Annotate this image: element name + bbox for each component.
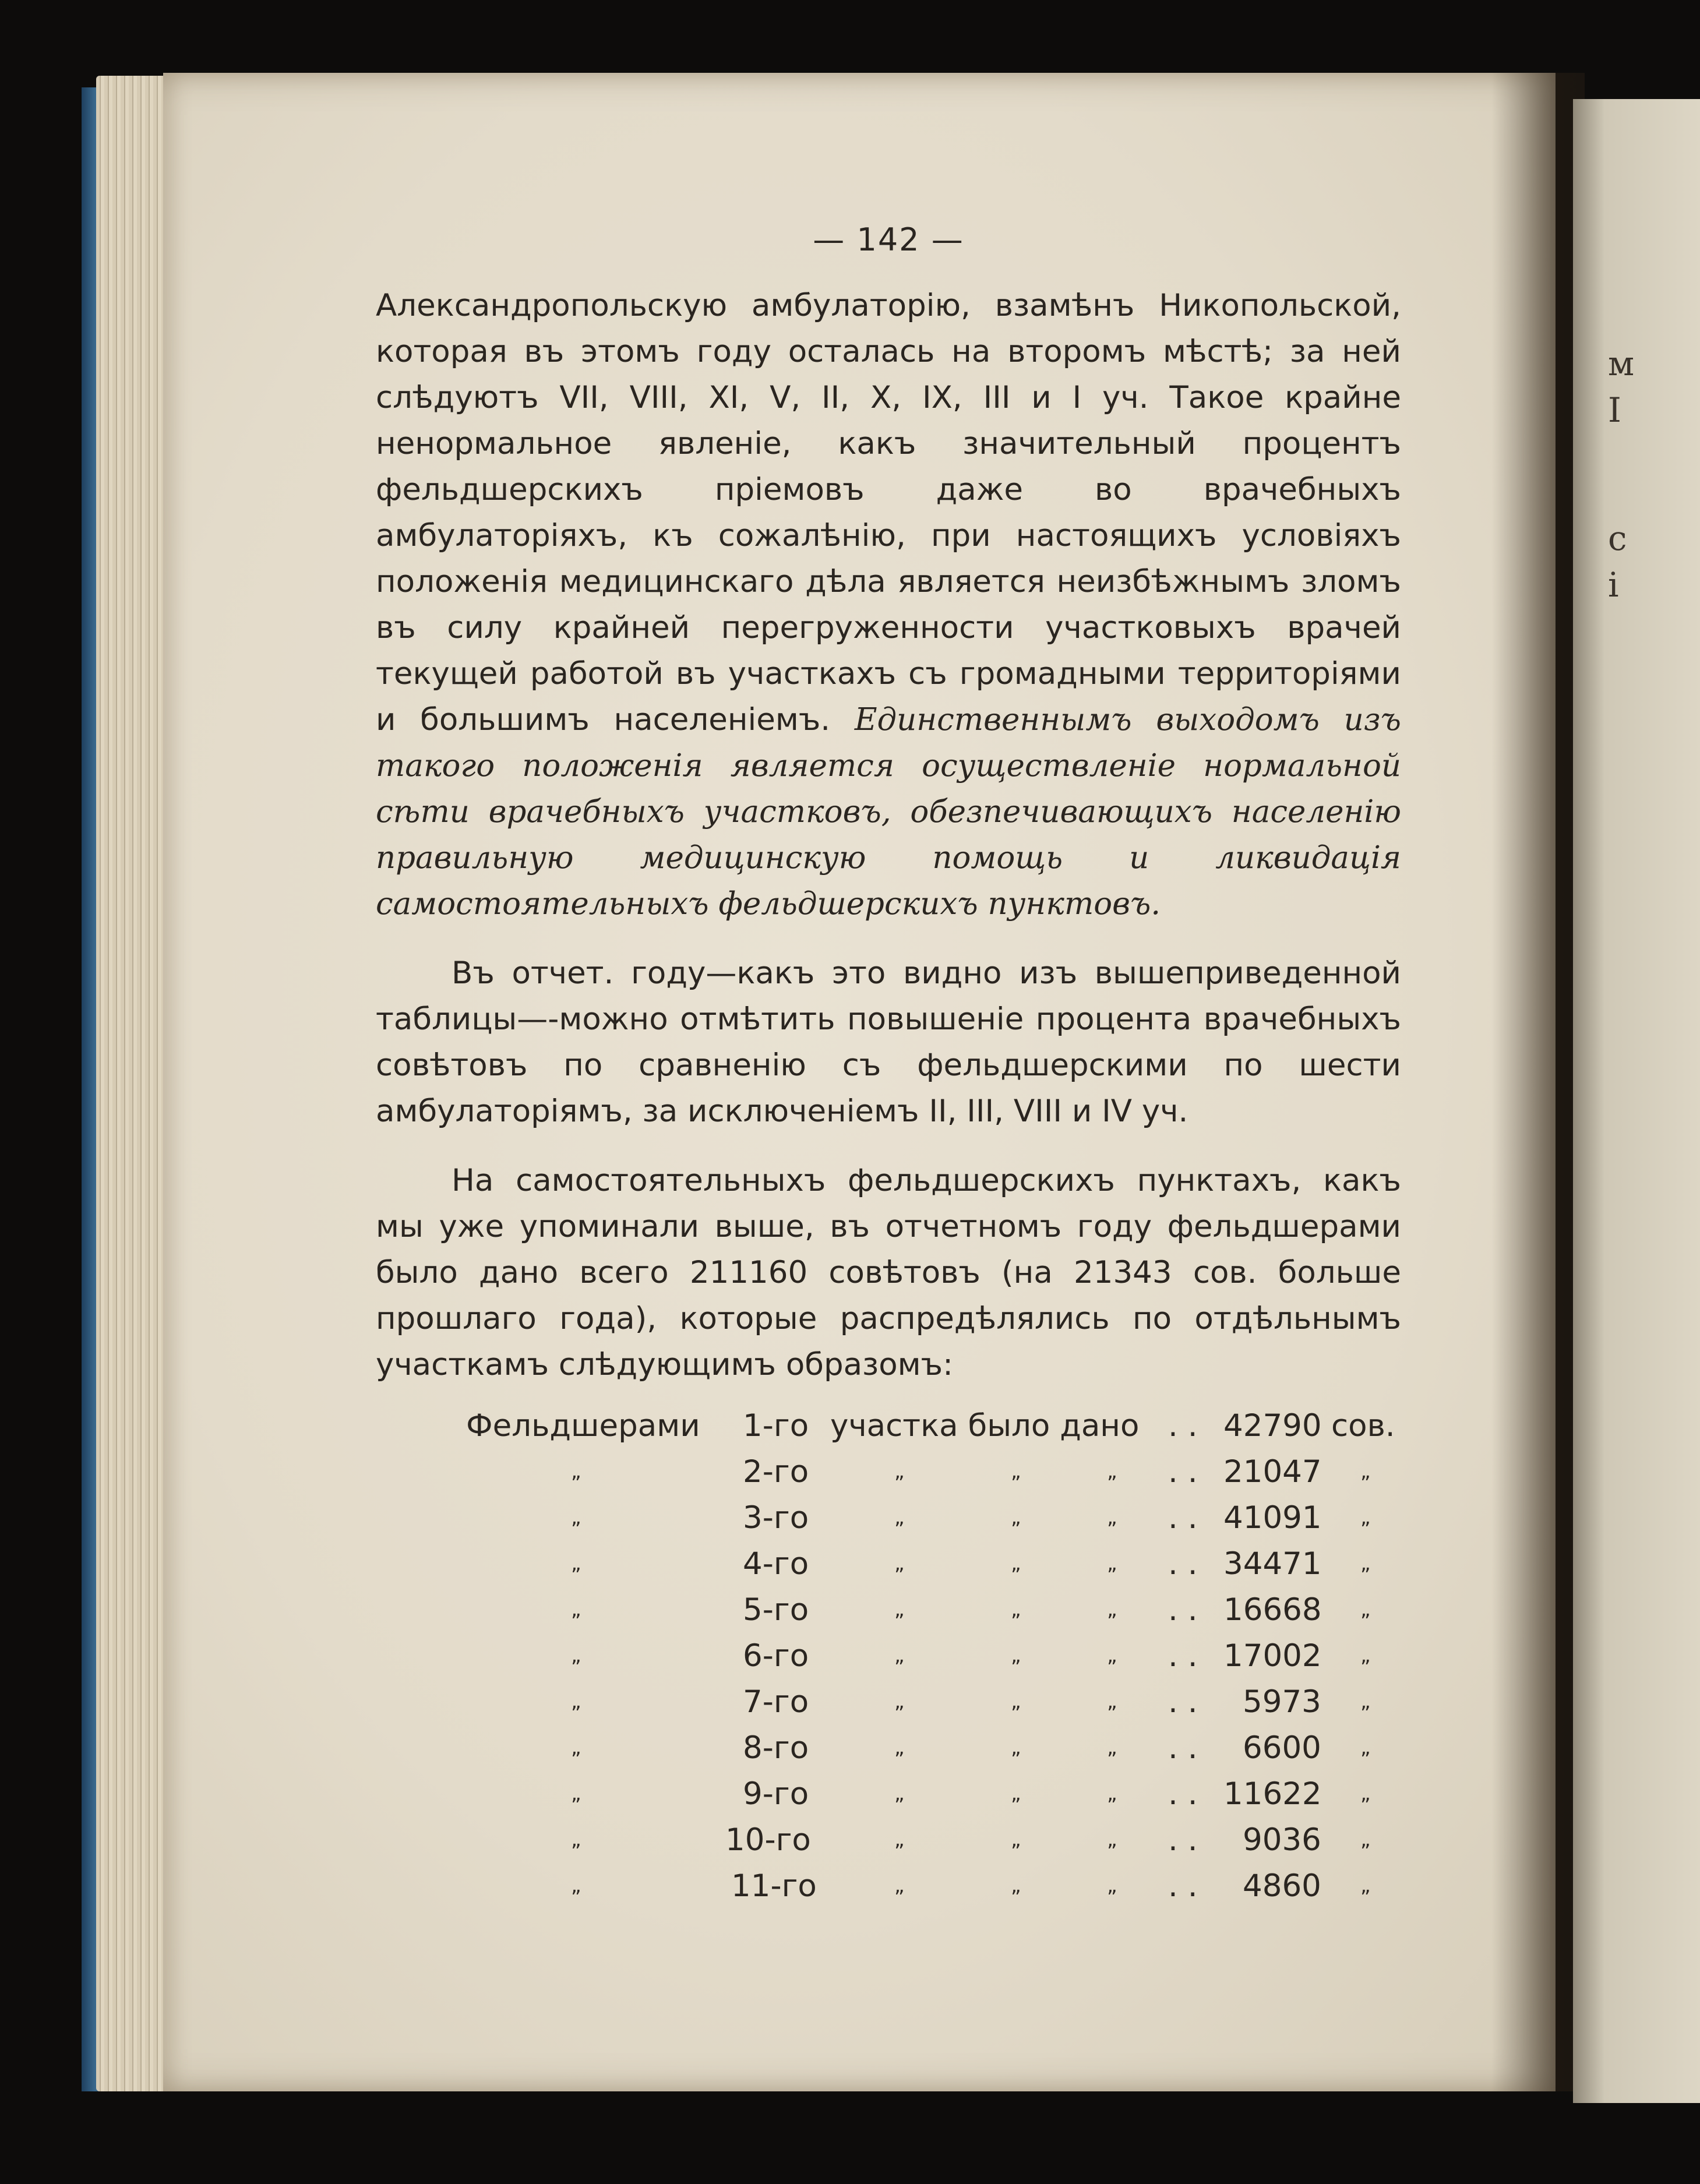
- ditto-mark: „: [1360, 1736, 1371, 1759]
- ditto-mark: „: [571, 1644, 581, 1667]
- row-value: 21047: [1223, 1454, 1322, 1490]
- ditto-mark: „: [1011, 1552, 1021, 1575]
- ditto-mark: „: [894, 1598, 905, 1621]
- row-value: 17002: [1223, 1638, 1322, 1674]
- adjacent-page-fragment: с: [1608, 518, 1627, 558]
- ditto-mark: „: [1360, 1552, 1371, 1575]
- ditto-mark: „: [1011, 1460, 1021, 1483]
- ditto-mark: „: [1360, 1782, 1371, 1805]
- ditto-mark: „: [1011, 1598, 1021, 1621]
- adjacent-page-fragment: I: [1608, 390, 1621, 430]
- row-ordinal: 6-го: [743, 1638, 809, 1674]
- row-dots: . .: [1168, 1638, 1198, 1674]
- row-ordinal: 9-го: [743, 1776, 809, 1812]
- ditto-mark: „: [1011, 1690, 1021, 1713]
- paragraph-1: [376, 283, 1401, 927]
- row-dots: . .: [1168, 1546, 1198, 1582]
- row-value: 9036: [1243, 1822, 1321, 1858]
- ditto-mark: „: [571, 1828, 581, 1851]
- ditto-mark: „: [1107, 1736, 1117, 1759]
- row-dots: . .: [1168, 1776, 1198, 1812]
- adjacent-page-fragment: і: [1608, 565, 1619, 605]
- row-value: 6600: [1243, 1730, 1321, 1766]
- table-row: [376, 1679, 1401, 1725]
- ditto-mark: „: [1360, 1460, 1371, 1483]
- ditto-mark: „: [571, 1736, 581, 1759]
- ditto-mark: „: [1107, 1460, 1117, 1483]
- table-row: [376, 1495, 1401, 1541]
- table-row: [376, 1817, 1401, 1863]
- row-dots: . .: [1168, 1684, 1198, 1720]
- ditto-mark: „: [894, 1828, 905, 1851]
- row-dots: . .: [1168, 1822, 1198, 1858]
- paragraph-2: Въ отчет. году—какъ это видно изъ вышеприведенной таблицы—-можно отмѣтить повышеніе процента врачебныхъ совѣтовъ по сравненію съ фельдшерскими по шести амбулаторіямъ, за исключеніемъ II, III, VIII и IV уч.: [376, 955, 1401, 1129]
- table-row: [376, 1587, 1401, 1633]
- row-dots: . .: [1168, 1592, 1198, 1628]
- ditto-mark: „: [1360, 1598, 1371, 1621]
- row-dots: . .: [1168, 1408, 1198, 1444]
- ditto-mark: „: [1107, 1782, 1117, 1805]
- paragraph-1-text: Александропольскую амбулаторію, взамѣнъ Никопольской, которая въ этомъ году осталась на второмъ мѣстѣ; за ней слѣдуютъ VII, VIII, XI, V, II, X, IX, III и I уч. Такое крайне ненормальное явленіе, какъ значительный процентъ фельдшерскихъ пріемовъ даже во врачебныхъ амбулаторіяхъ, къ сожалѣнію, при настоящихъ условіяхъ положенія медицинскаго дѣла является неизбѣжнымъ зломъ въ силу крайней перегруженности участковыхъ врачей текущей работой въ участкахъ съ громадными территоріями и большимъ населеніемъ.: [376, 288, 1401, 738]
- row-label: Фельдшерами: [466, 1408, 700, 1444]
- ditto-mark: „: [1360, 1828, 1371, 1851]
- ditto-mark: „: [1107, 1552, 1117, 1575]
- ditto-mark: „: [571, 1506, 581, 1529]
- feldsher-table: [376, 1403, 1401, 1909]
- page-text: [376, 221, 1401, 1909]
- ditto-mark: „: [1360, 1690, 1371, 1713]
- row-ordinal: 10-го: [725, 1822, 811, 1858]
- row-dots: . .: [1168, 1730, 1198, 1766]
- ditto-mark: „: [1011, 1874, 1021, 1897]
- row-ordinal: 8-го: [743, 1730, 809, 1766]
- ditto-mark: „: [894, 1552, 905, 1575]
- row-ordinal: 4-го: [743, 1546, 809, 1582]
- row-dots: . .: [1168, 1500, 1198, 1536]
- row-value: 11622: [1223, 1776, 1322, 1812]
- row-value: 42790: [1223, 1408, 1322, 1444]
- table-row: [376, 1449, 1401, 1495]
- ditto-mark: „: [1011, 1828, 1021, 1851]
- ditto-mark: „: [1107, 1690, 1117, 1713]
- ditto-mark: „: [571, 1598, 581, 1621]
- table-row: [376, 1541, 1401, 1587]
- row-value: 34471: [1223, 1546, 1322, 1582]
- page-number: — 142 —: [813, 221, 964, 258]
- ditto-mark: „: [571, 1782, 581, 1805]
- ditto-mark: „: [894, 1736, 905, 1759]
- ditto-mark: „: [1360, 1506, 1371, 1529]
- ditto-mark: „: [1107, 1644, 1117, 1667]
- ditto-mark: „: [571, 1874, 581, 1897]
- row-dots: . .: [1168, 1868, 1198, 1904]
- row-unit: сов.: [1331, 1408, 1395, 1444]
- paragraph-1-italic: Единственнымъ выходомъ изъ такого положенія является осуществленіе нормальной сѣти врачебныхъ участковъ, обезпечивающихъ населенію правильную медицинскую помощь и ликвидація самостоятельныхъ фельдшерскихъ пунктовъ.: [376, 702, 1401, 922]
- ditto-mark: „: [894, 1782, 905, 1805]
- ditto-mark: „: [1360, 1644, 1371, 1667]
- ditto-mark: „: [1107, 1828, 1117, 1851]
- book-gutter: [1491, 73, 1585, 2091]
- ditto-mark: „: [1011, 1506, 1021, 1529]
- table-row: [376, 1633, 1401, 1679]
- paragraph-3: На самостоятельныхъ фельдшерскихъ пунктахъ, какъ мы уже упоминали выше, въ отчетномъ году фельдшерами было дано всего 211160 совѣтовъ (на 21343 сов. больше прошлаго года), которые распредѣлялись по отдѣльнымъ участкамъ слѣдующимъ образомъ:: [376, 1163, 1401, 1382]
- table-row: [376, 1403, 1401, 1449]
- ditto-mark: „: [1107, 1598, 1117, 1621]
- row-ordinal: 5-го: [743, 1592, 809, 1628]
- row-value: 41091: [1223, 1500, 1322, 1536]
- table-row: [376, 1771, 1401, 1817]
- ditto-mark: „: [894, 1644, 905, 1667]
- ditto-mark: „: [894, 1506, 905, 1529]
- row-value: 16668: [1223, 1592, 1322, 1628]
- row-text: участка было дано: [830, 1408, 1140, 1444]
- ditto-mark: „: [1360, 1874, 1371, 1897]
- ditto-mark: „: [571, 1690, 581, 1713]
- row-ordinal: 2-го: [743, 1454, 809, 1490]
- row-dots: . .: [1168, 1454, 1198, 1490]
- ditto-mark: „: [1011, 1782, 1021, 1805]
- row-value: 5973: [1243, 1684, 1321, 1720]
- row-ordinal: 3-го: [743, 1500, 809, 1536]
- ditto-mark: „: [1011, 1644, 1021, 1667]
- ditto-mark: „: [1107, 1506, 1117, 1529]
- table-row: [376, 1863, 1401, 1909]
- ditto-mark: „: [1011, 1736, 1021, 1759]
- ditto-mark: „: [571, 1552, 581, 1575]
- adjacent-page-fragment: м: [1608, 344, 1635, 383]
- adjacent-page: [1573, 99, 1700, 2103]
- row-ordinal: 11-го: [731, 1868, 817, 1904]
- row-ordinal: 1-го: [743, 1408, 809, 1444]
- ditto-mark: „: [894, 1874, 905, 1897]
- ditto-mark: „: [894, 1460, 905, 1483]
- table-row: [376, 1725, 1401, 1771]
- row-value: 4860: [1243, 1868, 1321, 1904]
- ditto-mark: „: [894, 1690, 905, 1713]
- row-ordinal: 7-го: [743, 1684, 809, 1720]
- ditto-mark: „: [571, 1460, 581, 1483]
- ditto-mark: „: [1107, 1874, 1117, 1897]
